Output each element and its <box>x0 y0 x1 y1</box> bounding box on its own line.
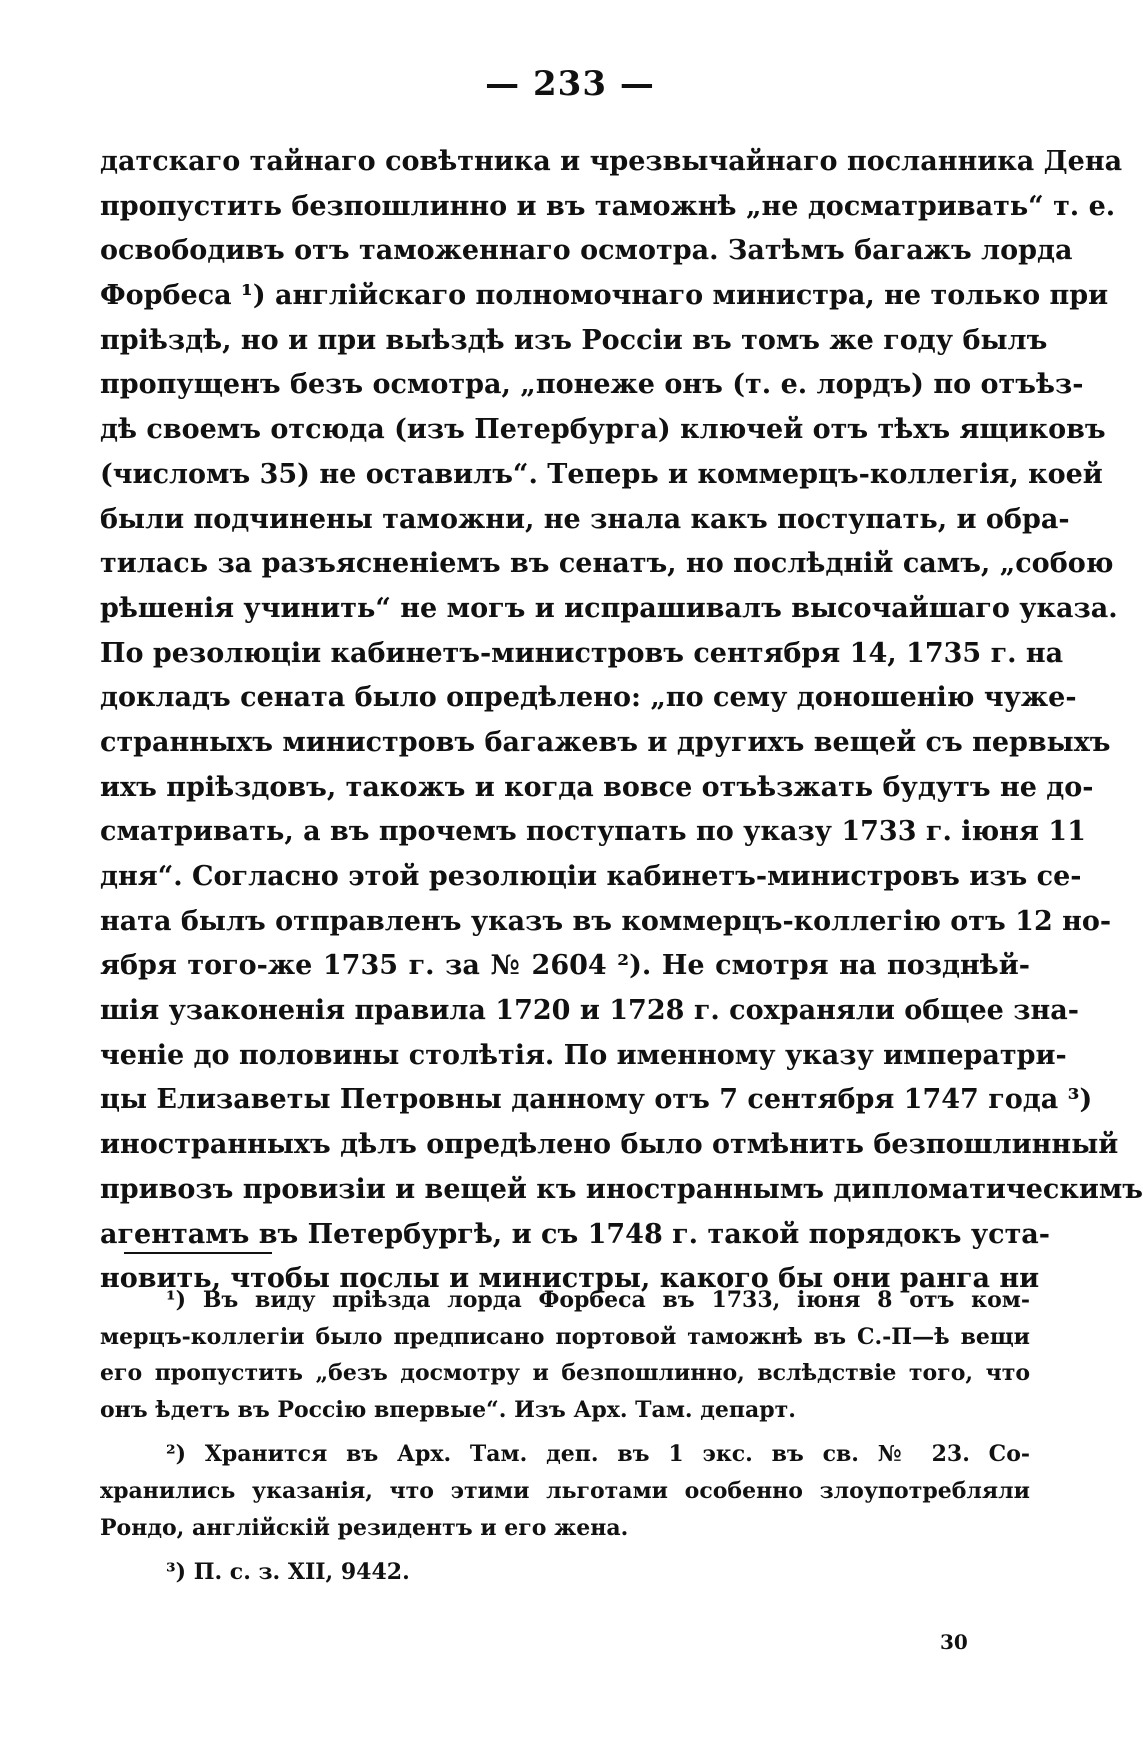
text-line: ната былъ отправленъ указъ въ коммерцъ-коллегію отъ 12 но- <box>100 905 1112 937</box>
footnote-line: его пропустить „безъ досмотру и безпошлинно, вслѣдствіе того, что <box>100 1360 1030 1387</box>
footnote-line: ²) Хранится въ Арх. Там. деп. въ 1 экс. въ св. № 23. Со- <box>166 1441 1030 1468</box>
footnotes-block <box>100 1282 1030 1599</box>
footnote-divider <box>124 1252 272 1254</box>
text-line: рѣшенія учинить“ не могъ и испрашивалъ высочайшаго указа. <box>100 592 1118 624</box>
text-line: новить, чтобы послы и министры, какого бы они ранга ни <box>100 1263 1040 1295</box>
text-line: тилась за разъясненіемъ въ сенатъ, но послѣдній самъ, „собою <box>100 548 1114 580</box>
main-text-block <box>100 140 1143 1302</box>
text-line: датскаго тайнаго совѣтника и чрезвычайнаго посланника Дена <box>100 146 1123 177</box>
text-line: дѣ своемъ отсюда (изъ Петербурга) ключей отъ тѣхъ ящиковъ <box>100 414 1106 446</box>
text-line: ября того-же 1735 г. за № 2604 ²). Не смотря на позднѣй- <box>100 950 1030 982</box>
footnote-line: мерцъ-коллегіи было предписано портовой таможнѣ въ С.-П—ѣ вещи <box>100 1323 1030 1350</box>
text-line: пропустить безпошлинно и въ таможнѣ „не досматривать“ т. е. <box>100 190 1116 222</box>
text-line: пропущенъ безъ осмотра, „понеже онъ (т. е. лордъ) по отъѣз- <box>100 369 1084 401</box>
text-line: цы Елизаветы Петровны данному отъ 7 сентября 1747 года ³) <box>100 1084 1093 1116</box>
footnote-1 <box>100 1282 1030 1428</box>
footnote-3 <box>100 1554 1030 1591</box>
footnote-line: хранились указанія, что этими льготами особенно злоупотребляли <box>100 1477 1030 1504</box>
footnote-2 <box>100 1436 1030 1546</box>
footnote-line: ³) П. с. з. XII, 9442. <box>166 1559 410 1586</box>
text-line: агентамъ въ Петербургѣ, и съ 1748 г. такой порядокъ уста- <box>100 1218 1050 1250</box>
text-line: ченіе до половины столѣтія. По именному указу императри- <box>100 1039 1067 1071</box>
page-number: — 233 — <box>485 64 655 104</box>
text-line: шія узаконенія правила 1720 и 1728 г. сохраняли общее зна- <box>100 995 1079 1027</box>
text-line: иностранныхъ дѣлъ опредѣлено было отмѣнить безпошлинный <box>100 1129 1119 1161</box>
footnote-line: ¹) Въ виду пріѣзда лорда Форбеса въ 1733, іюня 8 отъ ком- <box>166 1287 1030 1313</box>
text-line: ихъ пріѣздовъ, такожъ и когда вовсе отъѣзжать будутъ не до- <box>100 771 1094 803</box>
text-line: (числомъ 35) не оставилъ“. Теперь и коммерцъ-коллегія, коей <box>100 458 1103 490</box>
text-line: привозъ провизіи и вещей къ иностраннымъ дипломатическимъ <box>100 1173 1143 1205</box>
text-line: были подчинены таможни, не знала какъ поступать, и обра- <box>100 503 1070 535</box>
text-line: Форбеса ¹) англійскаго полномочнаго министра, не только при <box>100 280 1109 312</box>
printer-signature-mark: 30 <box>940 1630 968 1654</box>
text-line: По резолюціи кабинетъ-министровъ сентября 14, 1735 г. на <box>100 637 1064 669</box>
text-line: странныхъ министровъ багажевъ и другихъ вещей съ первыхъ <box>100 726 1111 758</box>
text-line: докладъ сената было опредѣлено: „по сему доношенію чуже- <box>100 682 1077 714</box>
text-line: освободивъ отъ таможеннаго осмотра. Затѣмъ багажъ лорда <box>100 235 1073 267</box>
text-line: пріѣздѣ, но и при выѣздѣ изъ Россіи въ томъ же году былъ <box>100 324 1048 356</box>
text-line: дня“. Согласно этой резолюціи кабинетъ-министровъ изъ се- <box>100 861 1082 892</box>
footnote-line: Рондо, англійскій резидентъ и его жена. <box>100 1514 629 1541</box>
text-line: сматривать, а въ прочемъ поступать по указу 1733 г. іюня 11 <box>100 816 1086 848</box>
footnote-line: онъ ѣдетъ въ Россію впервые“. Изъ Арх. Там. департ. <box>100 1396 796 1423</box>
